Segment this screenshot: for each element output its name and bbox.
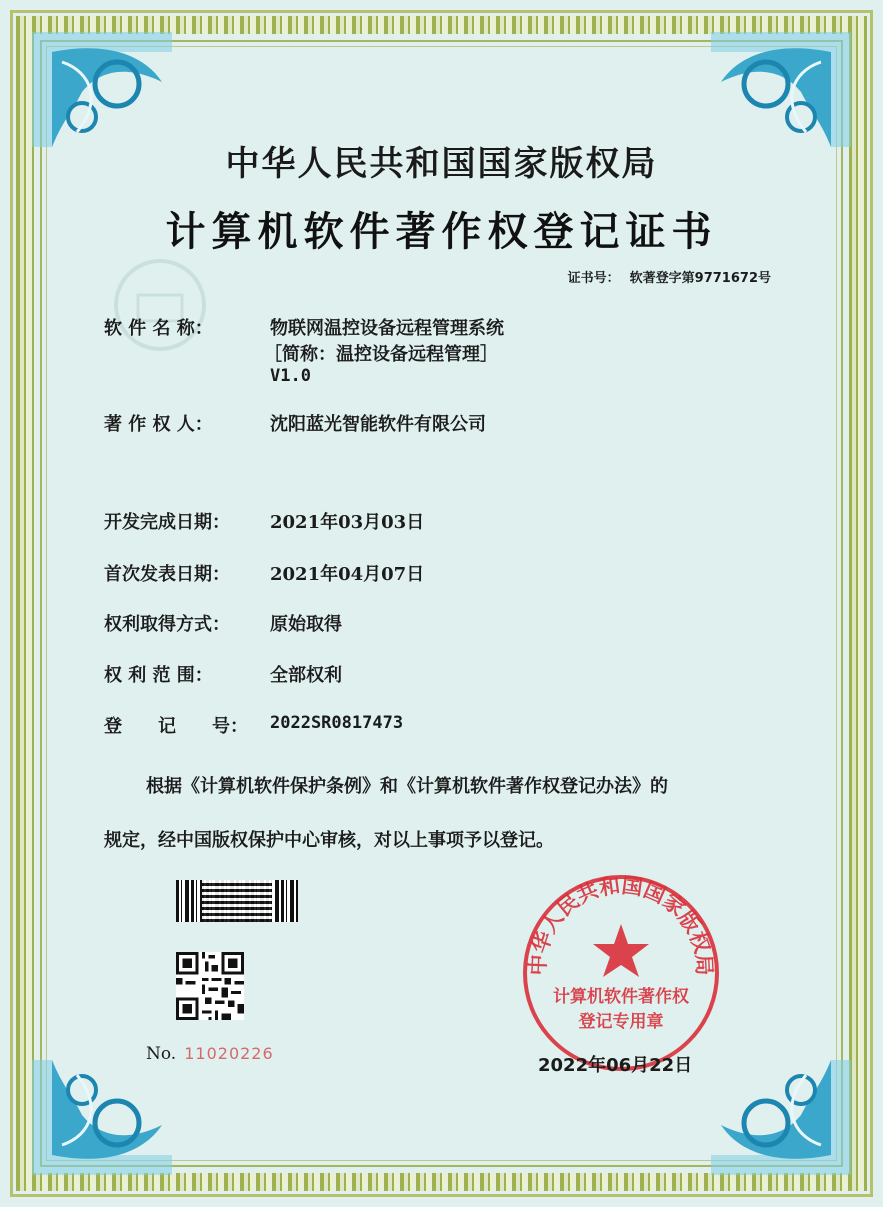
field-pub-date-label: 首次发表日期： (104, 564, 230, 585)
field-pub-date-value: 2021年04月07日 (270, 564, 425, 585)
national-emblem-watermark-icon (110, 255, 210, 355)
qr-code-icon (176, 952, 244, 1020)
field-dev-date-value: 2021年03月03日 (270, 512, 425, 533)
official-seal (520, 872, 722, 1074)
field-owner-label: 著 作 权 人： (104, 414, 213, 435)
statement-line-2: 规定，经中国版权保护中心审核，对以上事项予以登记。 (104, 830, 554, 851)
serial-number-value: 11020226 (184, 1044, 274, 1063)
field-acquire-label: 权利取得方式： (104, 614, 230, 635)
field-reg-no-value: 2022SR0817473 (270, 713, 404, 733)
field-reg-no-label: 登 记 号： (104, 716, 248, 737)
field-acquire-value: 原始取得 (270, 614, 342, 635)
serial-number (146, 1044, 274, 1064)
field-software-name-label: 软 件 名 称： (104, 318, 213, 339)
seal-inner-line-1: 计算机软件著作权 (553, 987, 689, 1007)
seal-star-icon (593, 924, 649, 977)
field-software-version: V1.0 (270, 366, 311, 386)
field-scope-value: 全部权利 (270, 665, 342, 686)
field-scope-label: 权 利 范 围： (104, 665, 213, 686)
seal-outer-text: 中华人民共和国国家版权局 (524, 872, 718, 976)
barcode-icon (176, 880, 298, 922)
issuer-title: 中华人民共和国国家版权局 (225, 144, 658, 184)
corner-ornament-bottom-right (701, 1050, 861, 1185)
corner-ornament-bottom-left (22, 1050, 182, 1185)
serial-number-label: No. (146, 1044, 177, 1064)
issue-date: 2022年06月22日 (538, 1055, 693, 1076)
field-owner-value: 沈阳蓝光智能软件有限公司 (270, 414, 486, 435)
field-software-short-name: ［简称：温控设备远程管理］ (264, 344, 498, 365)
certificate-number-value: 软著登字第9771672号 (629, 271, 771, 286)
certificate-number (568, 267, 771, 286)
statement-line-1: 根据《计算机软件保护条例》和《计算机软件著作权登记办法》的 (146, 776, 668, 797)
field-dev-date-label: 开发完成日期： (104, 512, 230, 533)
seal-inner-line-2: 登记专用章 (578, 1012, 664, 1032)
certificate-title: 计算机软件著作权登记证书 (165, 208, 718, 255)
field-software-name-value: 物联网温控设备远程管理系统 (270, 318, 504, 339)
certificate-number-label: 证书号： (567, 271, 620, 286)
